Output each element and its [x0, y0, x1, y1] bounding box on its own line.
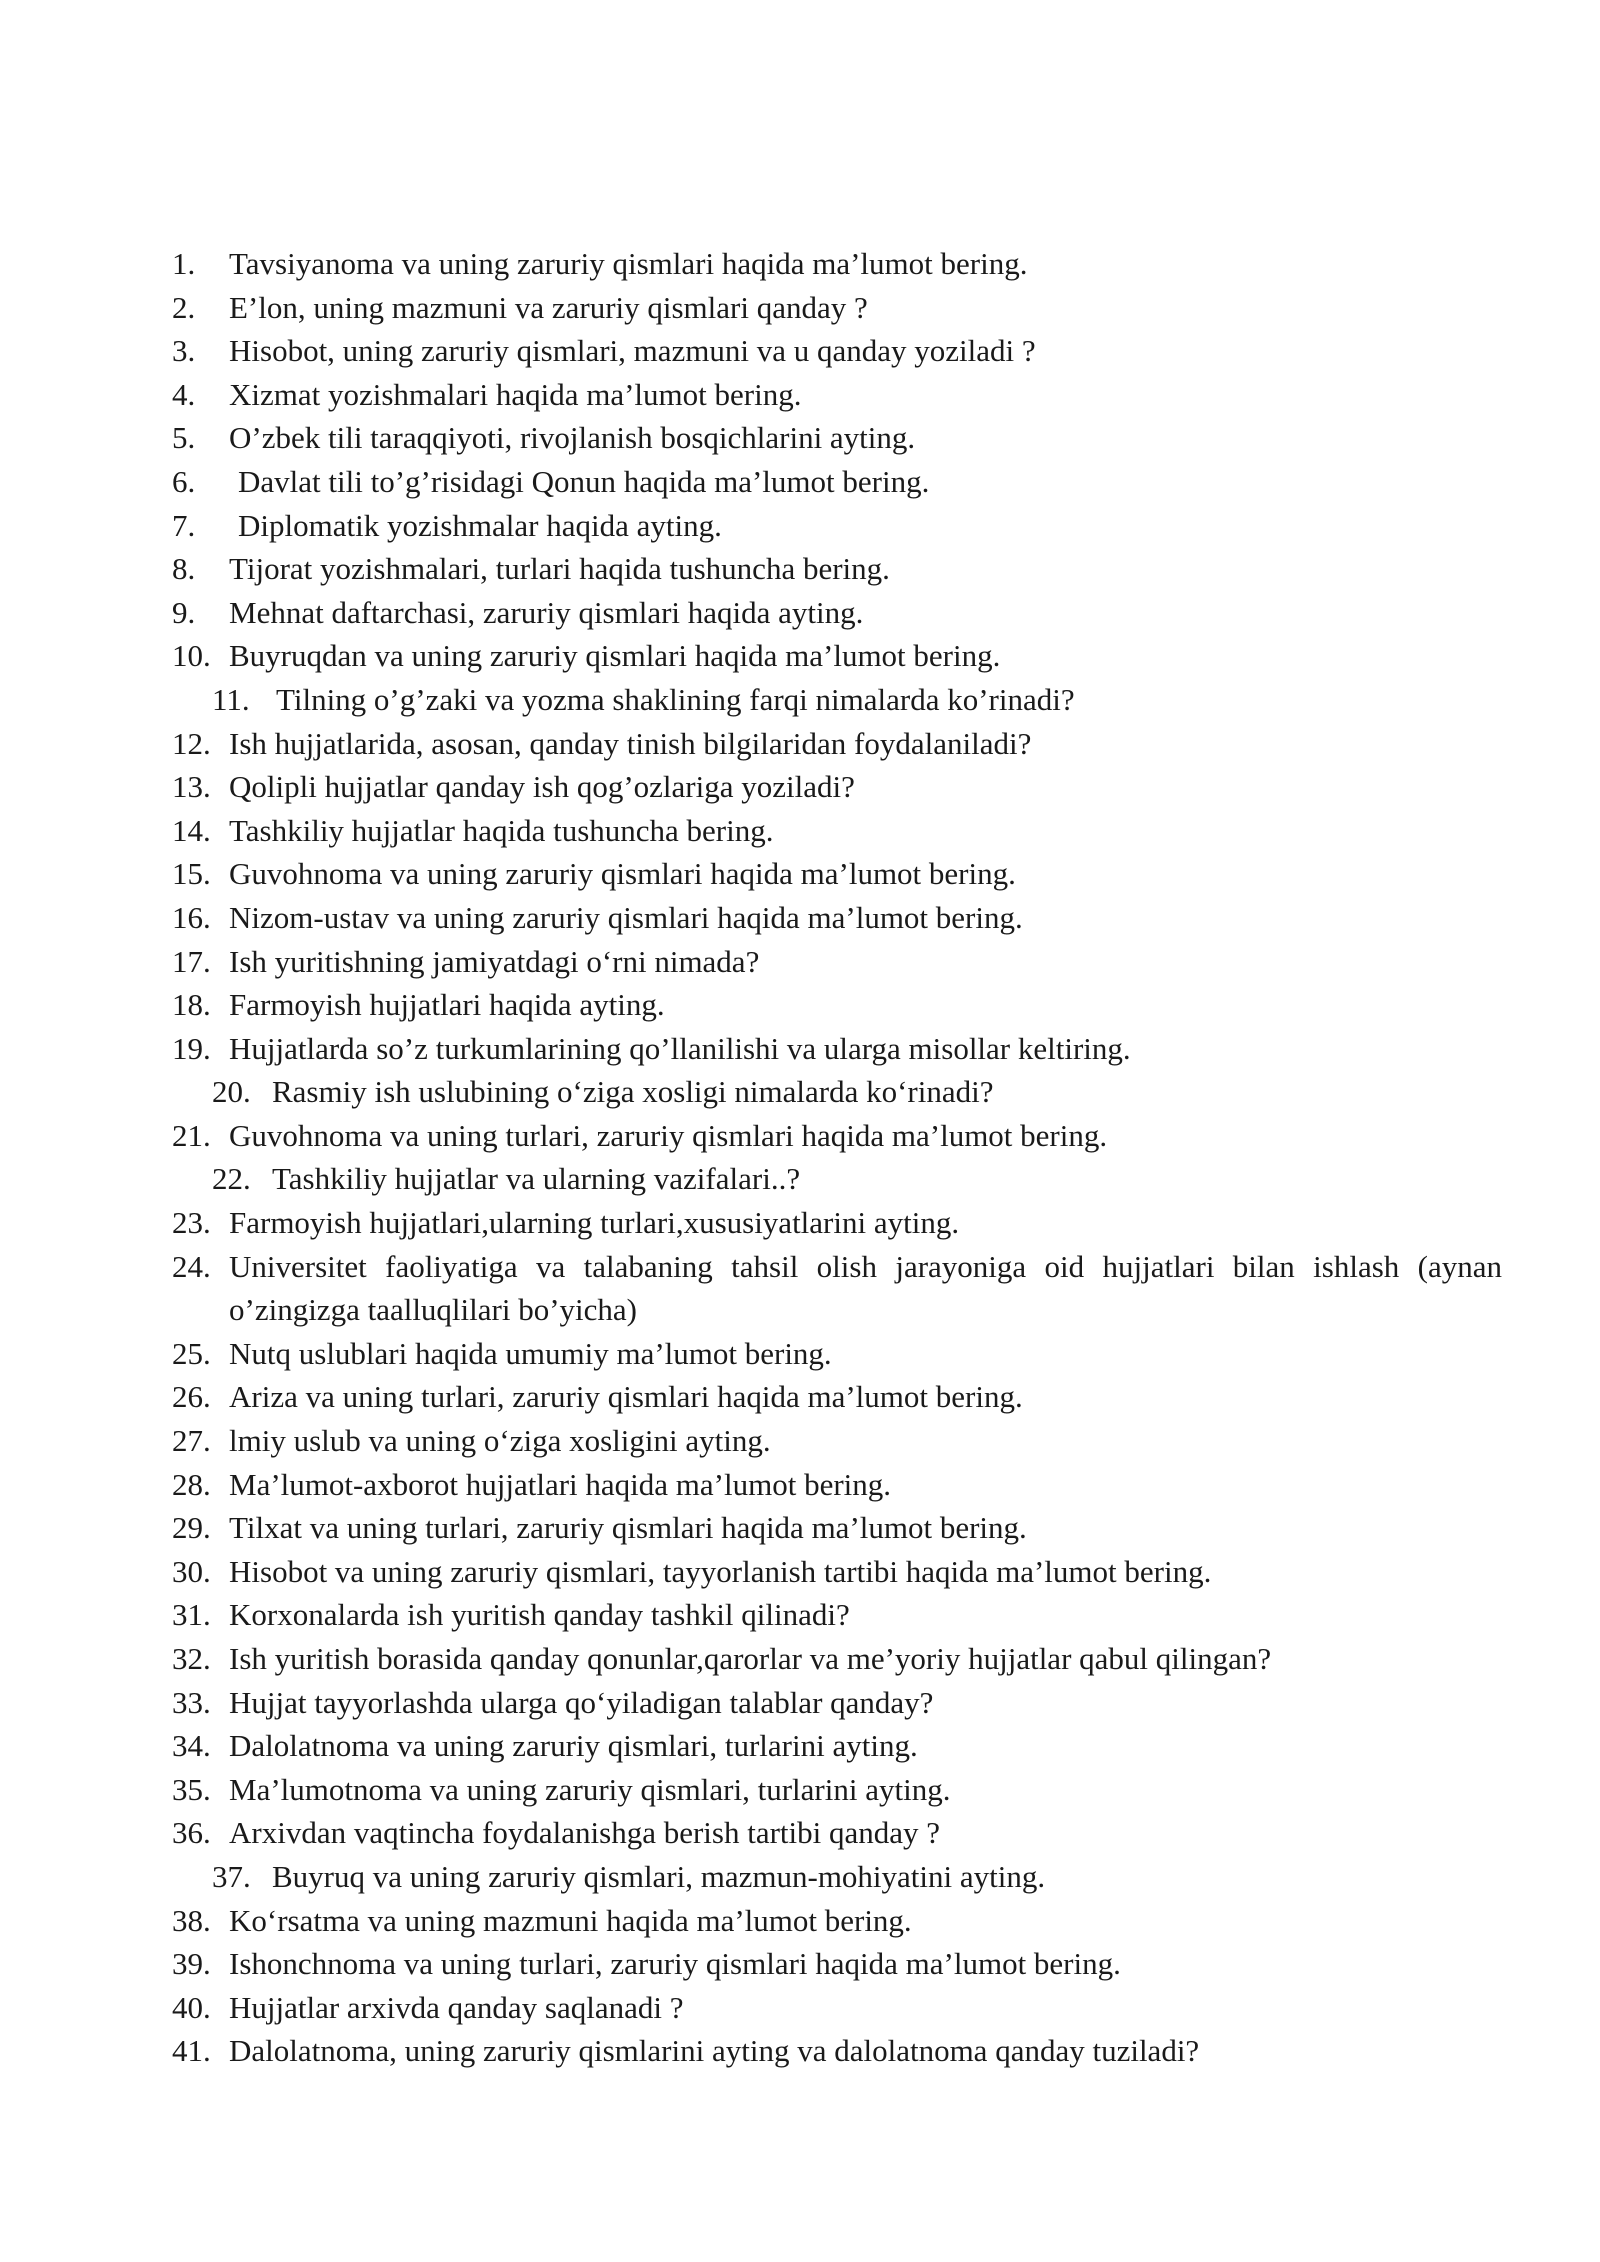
- list-item: [172, 504, 1502, 548]
- item-number: 22.: [212, 1161, 251, 1197]
- item-number: 3.: [172, 333, 196, 369]
- list-item: [172, 634, 1502, 678]
- item-text: Xizmat yozishmalari haqida ma’lumot bering.: [229, 376, 802, 412]
- item-number: 37.: [212, 1858, 251, 1894]
- item-text: Tilxat va uning turlari, zaruriy qismlari haqida ma’lumot bering.: [229, 1510, 1027, 1546]
- item-text: Ariza va uning turlari, zaruriy qismlari haqida ma’lumot bering.: [229, 1379, 1023, 1415]
- list-item: [172, 722, 1502, 766]
- item-number: 35.: [172, 1771, 211, 1807]
- item-text: Buyruqdan va uning zaruriy qismlari haqida ma’lumot bering.: [229, 638, 1001, 674]
- item-number: 24.: [172, 1248, 211, 1284]
- item-number: 16.: [172, 899, 211, 935]
- item-number: 7.: [172, 507, 196, 543]
- item-number: 1.: [172, 246, 196, 281]
- item-text: Guvohnoma va uning turlari, zaruriy qismlari haqida ma’lumot bering.: [229, 1117, 1108, 1153]
- item-text: E’lon, uning mazmuni va zaruriy qismlari qanday ?: [229, 289, 868, 325]
- list-item: [172, 1593, 1502, 1637]
- list-item: [172, 329, 1502, 373]
- item-text: Tilning o’g’zaki va yozma shaklining farqi nimalarda ko’rinadi?: [276, 681, 1075, 717]
- item-text: Tashkiliy hujjatlar va ularning vazifalari..?: [272, 1161, 801, 1197]
- item-number: 2.: [172, 289, 196, 325]
- list-item: [172, 1157, 1502, 1201]
- list-item: [172, 1855, 1502, 1899]
- item-number: 10.: [172, 638, 211, 674]
- list-item: [172, 2029, 1502, 2073]
- item-number: 39.: [172, 1946, 211, 1982]
- list-item: [172, 1768, 1502, 1812]
- item-text: Ish yuritishning jamiyatdagi o‘rni nimada?: [229, 943, 760, 979]
- item-text: Hisobot va uning zaruriy qismlari, tayyorlanish tartibi haqida ma’lumot bering.: [229, 1553, 1212, 1589]
- list-item: [172, 1375, 1502, 1419]
- list-item: [172, 678, 1502, 722]
- item-text: Arxivdan vaqtincha foydalanishga berish tartibi qanday ?: [229, 1815, 941, 1851]
- item-number: 27.: [172, 1423, 211, 1459]
- item-text: Qolipli hujjatlar qanday ish qog’ozlariga yoziladi?: [229, 769, 855, 805]
- item-text: Guvohnoma va uning zaruriy qismlari haqida ma’lumot bering.: [229, 856, 1016, 892]
- list-item: [172, 1550, 1502, 1594]
- item-text: Korxonalarda ish yuritish qanday tashkil qilinadi?: [229, 1597, 850, 1633]
- list-item: [172, 1463, 1502, 1507]
- item-text: Hujjat tayyorlashda ularga qo‘yiladigan talablar qanday?: [229, 1684, 934, 1720]
- item-number: 19.: [172, 1030, 211, 1066]
- item-text: Ish yuritish borasida qanday qonunlar,qarorlar va me’yoriy hujjatlar qabul qilingan?: [229, 1641, 1272, 1676]
- list-item: [172, 1201, 1502, 1245]
- item-number: 26.: [172, 1379, 211, 1415]
- list-item: [172, 1114, 1502, 1158]
- item-text: Rasmiy ish uslubining o‘ziga xosligi nimalarda ko‘rinadi?: [272, 1074, 994, 1110]
- item-number: 5.: [172, 420, 196, 456]
- list-item: [172, 1506, 1502, 1550]
- item-number: 33.: [172, 1684, 211, 1720]
- item-number: 8.: [172, 551, 196, 587]
- list-item: [172, 1637, 1502, 1681]
- list-item: [172, 809, 1502, 853]
- list-item: [172, 1419, 1502, 1463]
- list-item: [172, 1899, 1502, 1943]
- list-item: [172, 1681, 1502, 1725]
- item-text: Ma’lumot-axborot hujjatlari haqida ma’lumot bering.: [229, 1466, 892, 1502]
- item-text: O’zbek tili taraqqiyoti, rivojlanish bosqichlarini ayting.: [229, 420, 916, 456]
- item-text: Ko‘rsatma va uning mazmuni haqida ma’lumot bering.: [229, 1902, 912, 1938]
- item-number: 12.: [172, 725, 211, 761]
- item-text: Diplomatik yozishmalar haqida ayting.: [238, 507, 722, 543]
- list-item: [172, 591, 1502, 635]
- item-number: 36.: [172, 1815, 211, 1851]
- item-text: Nutq uslublari haqida umumiy ma’lumot bering.: [229, 1335, 832, 1371]
- item-number: 11.: [212, 681, 250, 717]
- item-text: Hujjatlar arxivda qanday saqlanadi ?: [229, 1989, 684, 2025]
- item-number: 34.: [172, 1728, 211, 1764]
- item-number: 14.: [172, 812, 211, 848]
- list-item: [172, 1724, 1502, 1768]
- list-item: [172, 1942, 1502, 1986]
- list-item: [172, 896, 1502, 940]
- list-item: [172, 852, 1502, 896]
- item-number: 15.: [172, 856, 211, 892]
- item-number: 25.: [172, 1335, 211, 1371]
- list-item: [172, 416, 1502, 460]
- item-text: Davlat tili to’g’risidagi Qonun haqida ma’lumot bering.: [238, 463, 930, 499]
- item-text: Tashkiliy hujjatlar haqida tushuncha bering.: [229, 812, 774, 848]
- item-text: Dalolatnoma, uning zaruriy qismlarini ayting va dalolatnoma qanday tuziladi?: [229, 2033, 1200, 2069]
- list-item: [172, 547, 1502, 591]
- item-number: 9.: [172, 594, 196, 630]
- list-item: [172, 765, 1502, 809]
- list-item: [172, 1986, 1502, 2030]
- list-item: [172, 1332, 1502, 1376]
- item-number: 6.: [172, 463, 196, 499]
- list-item: [172, 1027, 1502, 1071]
- item-text: Farmoyish hujjatlari,ularning turlari,xususiyatlarini ayting.: [229, 1205, 960, 1241]
- list-item: [172, 940, 1502, 984]
- item-text: Ish hujjatlarida, asosan, qanday tinish bilgilaridan foydalaniladi?: [229, 725, 1032, 761]
- item-number: 40.: [172, 1989, 211, 2025]
- item-text: Ishonchnoma va uning turlari, zaruriy qismlari haqida ma’lumot bering.: [229, 1946, 1121, 1982]
- list-item: [172, 460, 1502, 504]
- item-number: 29.: [172, 1510, 211, 1546]
- list-item: [172, 983, 1502, 1027]
- item-number: 38.: [172, 1902, 211, 1938]
- item-text: Hisobot, uning zaruriy qismlari, mazmuni va u qanday yoziladi ?: [229, 333, 1036, 369]
- item-text: Hujjatlarda so’z turkumlarining qo’llanilishi va ularga misollar keltiring.: [229, 1030, 1131, 1066]
- list-item: [172, 1245, 1502, 1332]
- item-number: 17.: [172, 943, 211, 979]
- item-text: Farmoyish hujjatlari haqida ayting.: [229, 987, 665, 1023]
- list-item: [172, 1811, 1502, 1855]
- item-text: Mehnat daftarchasi, zaruriy qismlari haqida ayting.: [229, 594, 864, 630]
- item-text: lmiy uslub va uning o‘ziga xosligini ayting.: [229, 1423, 771, 1459]
- item-number: 21.: [172, 1117, 211, 1153]
- item-number: 23.: [172, 1205, 211, 1241]
- item-number: 32.: [172, 1641, 211, 1676]
- item-text: Tavsiyanoma va uning zaruriy qismlari haqida ma’lumot bering.: [229, 246, 1028, 281]
- item-text: Tijorat yozishmalari, turlari haqida tushuncha bering.: [229, 551, 890, 587]
- item-text: Universitet faoliyatiga va talabaning tahsil olish jarayoniga oid hujjatlari bilan ishlash (aynan o’zingizga taalluqlilari bo’yicha): [229, 1248, 1502, 1328]
- list-item: [172, 373, 1502, 417]
- list-item: [172, 242, 1502, 286]
- list-item: [172, 1070, 1502, 1114]
- item-text: Ma’lumotnoma va uning zaruriy qismlari, turlarini ayting.: [229, 1771, 951, 1807]
- list-item: [172, 286, 1502, 330]
- item-number: 13.: [172, 769, 211, 805]
- item-number: 28.: [172, 1466, 211, 1502]
- item-number: 20.: [212, 1074, 251, 1110]
- item-number: 30.: [172, 1553, 211, 1589]
- item-number: 31.: [172, 1597, 211, 1633]
- item-number: 41.: [172, 2033, 211, 2069]
- question-list: [172, 242, 1502, 2073]
- item-number: 18.: [172, 987, 211, 1023]
- item-text: Nizom-ustav va uning zaruriy qismlari haqida ma’lumot bering.: [229, 899, 1023, 935]
- item-text: Buyruq va uning zaruriy qismlari, mazmun-mohiyatini ayting.: [272, 1858, 1046, 1894]
- item-number: 4.: [172, 376, 196, 412]
- item-text: Dalolatnoma va uning zaruriy qismlari, turlarini ayting.: [229, 1728, 918, 1764]
